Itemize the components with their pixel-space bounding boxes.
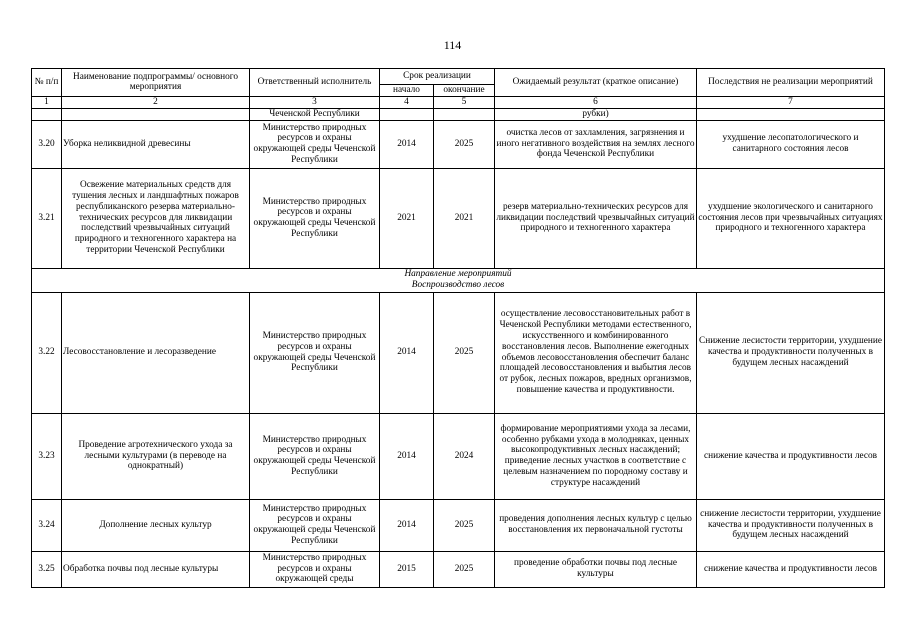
expected-result: осуществление лесовосстановительных работ в Чеченской Республики методами естественного, искусственного и комбинированного восстановления лесов. Выполнение ежегодных объемов лесовосстановления обеспечит баланс площадей лесовосстановления и выбытия лесов от рубок, лесных пожаров, вредных организмов, повышение качества и продуктивности. [495, 292, 697, 413]
row-number: 3.25 [32, 551, 62, 587]
responsible-executor: Министерство природных ресурсов и охраны окружающей среды [250, 551, 380, 587]
end-year: 2025 [434, 551, 495, 587]
consequences: снижение качества и продуктивности лесов [697, 551, 885, 587]
responsible-executor: Министерство природных ресурсов и охраны окружающей среды Чеченской Республики [250, 292, 380, 413]
start-year: 2014 [380, 120, 434, 168]
consequences: снижение лесистости территории, ухудшение качества и продуктивности полученных в будущем лесных насаждений [697, 499, 885, 551]
measure-name: Освежение материальных средств для тушения лесных и ландшафтных пожаров республиканского резерва материально-технических ресурсов для ликвидации последствий чрезвычайных ситуаций природного и техногенного характера на территории Чеченской Республики [62, 168, 250, 268]
responsible-executor: Министерство природных ресурсов и охраны окружающей среды Чеченской Республики [250, 413, 380, 499]
expected-result: резерв материально-технических ресурсов для ликвидации последствий чрезвычайных ситуаций природного и техногенного характера [495, 168, 697, 268]
expected-result: формирование мероприятиями ухода за лесами, особенно рубками ухода в молодняках, ценных высокопродуктивных лесных насаждений; приведение лесных участков в соответствие с целевым назначением по породному составу и структуре насаждений [495, 413, 697, 499]
column-number: 7 [697, 96, 885, 108]
measure-name: Обработка почвы под лесные культуры [62, 551, 250, 587]
start-year: 2021 [380, 168, 434, 268]
responsible-executor: Министерство природных ресурсов и охраны окружающей среды Чеченской Республики [250, 120, 380, 168]
continuation-row [32, 108, 885, 120]
header-executor: Ответственный исполнитель [250, 69, 380, 97]
column-numbers-row [32, 96, 885, 108]
end-year: 2025 [434, 499, 495, 551]
rows-bottom [32, 292, 885, 587]
end-year: 2021 [434, 168, 495, 268]
column-number: 2 [62, 96, 250, 108]
expected-result: очистка лесов от захламления, загрязнения и иного негативного воздействия на землях лесного фонда Чеченской Республики [495, 120, 697, 168]
consequences: снижение качества и продуктивности лесов [697, 413, 885, 499]
row-number: 3.20 [32, 120, 62, 168]
row-number: 3.22 [32, 292, 62, 413]
expected-result: проведения дополнения лесных культур с целью восстановления их первоначальной густоты [495, 499, 697, 551]
table-row [32, 292, 885, 413]
end-year: 2025 [434, 120, 495, 168]
measure-name: Дополнение лесных культур [62, 499, 250, 551]
column-number: 6 [495, 96, 697, 108]
section-title: Направление мероприятий [404, 269, 512, 280]
header-result: Ожидаемый результат (краткое описание) [495, 69, 697, 97]
page-number: 114 [443, 38, 462, 52]
start-year: 2015 [380, 551, 434, 587]
table-row [32, 120, 885, 168]
header-end: окончание [434, 85, 495, 97]
responsible-executor: Министерство природных ресурсов и охраны окружающей среды Чеченской Республики [250, 168, 380, 268]
column-number: 4 [380, 96, 434, 108]
row-number: 3.24 [32, 499, 62, 551]
responsible-executor: Министерство природных ресурсов и охраны окружающей среды Чеченской Республики [250, 499, 380, 551]
header-num: № п/п [32, 69, 62, 97]
table-row [32, 168, 885, 268]
column-number: 5 [434, 96, 495, 108]
continuation-result: рубки) [495, 108, 697, 120]
measure-name: Проведение агротехнического ухода за лесными культурами (в переводе на однократный) [62, 413, 250, 499]
table-head [32, 69, 885, 121]
header-period: Срок реализации [380, 69, 495, 85]
measure-name: Уборка неликвидной древесины [62, 120, 250, 168]
table-row [32, 499, 885, 551]
header-start: начало [380, 85, 434, 97]
section-subtitle: Воспроизводство лесов [411, 280, 505, 291]
section-heading [32, 268, 885, 292]
header-name: Наименование подпрограммы/ основного мероприятия [62, 69, 250, 97]
continuation-executor: Чеченской Республики [250, 108, 380, 120]
section-heading-cell [32, 268, 885, 292]
table-row [32, 413, 885, 499]
start-year: 2014 [380, 499, 434, 551]
column-number: 3 [250, 96, 380, 108]
row-number: 3.23 [32, 413, 62, 499]
start-year: 2014 [380, 292, 434, 413]
measure-name: Лесовосстановление и лесоразведение [62, 292, 250, 413]
row-number: 3.21 [32, 168, 62, 268]
consequences: Снижение лесистости территории, ухудшение качества и продуктивности полученных в будущем лесных насаждений [697, 292, 885, 413]
expected-result: проведение обработки почвы под лесные культуры [495, 551, 697, 587]
column-number: 1 [32, 96, 62, 108]
end-year: 2024 [434, 413, 495, 499]
table-row [32, 551, 885, 587]
measures-table [31, 68, 885, 588]
end-year: 2025 [434, 292, 495, 413]
consequences: ухудшение лесопатологического и санитарного состояния лесов [697, 120, 885, 168]
header-consequences: Последствия не реализации мероприятий [697, 69, 885, 97]
consequences: ухудшение экологического и санитарного состояния лесов при чрезвычайных ситуациях природного и техногенного характера [697, 168, 885, 268]
start-year: 2014 [380, 413, 434, 499]
rows-top [32, 120, 885, 268]
